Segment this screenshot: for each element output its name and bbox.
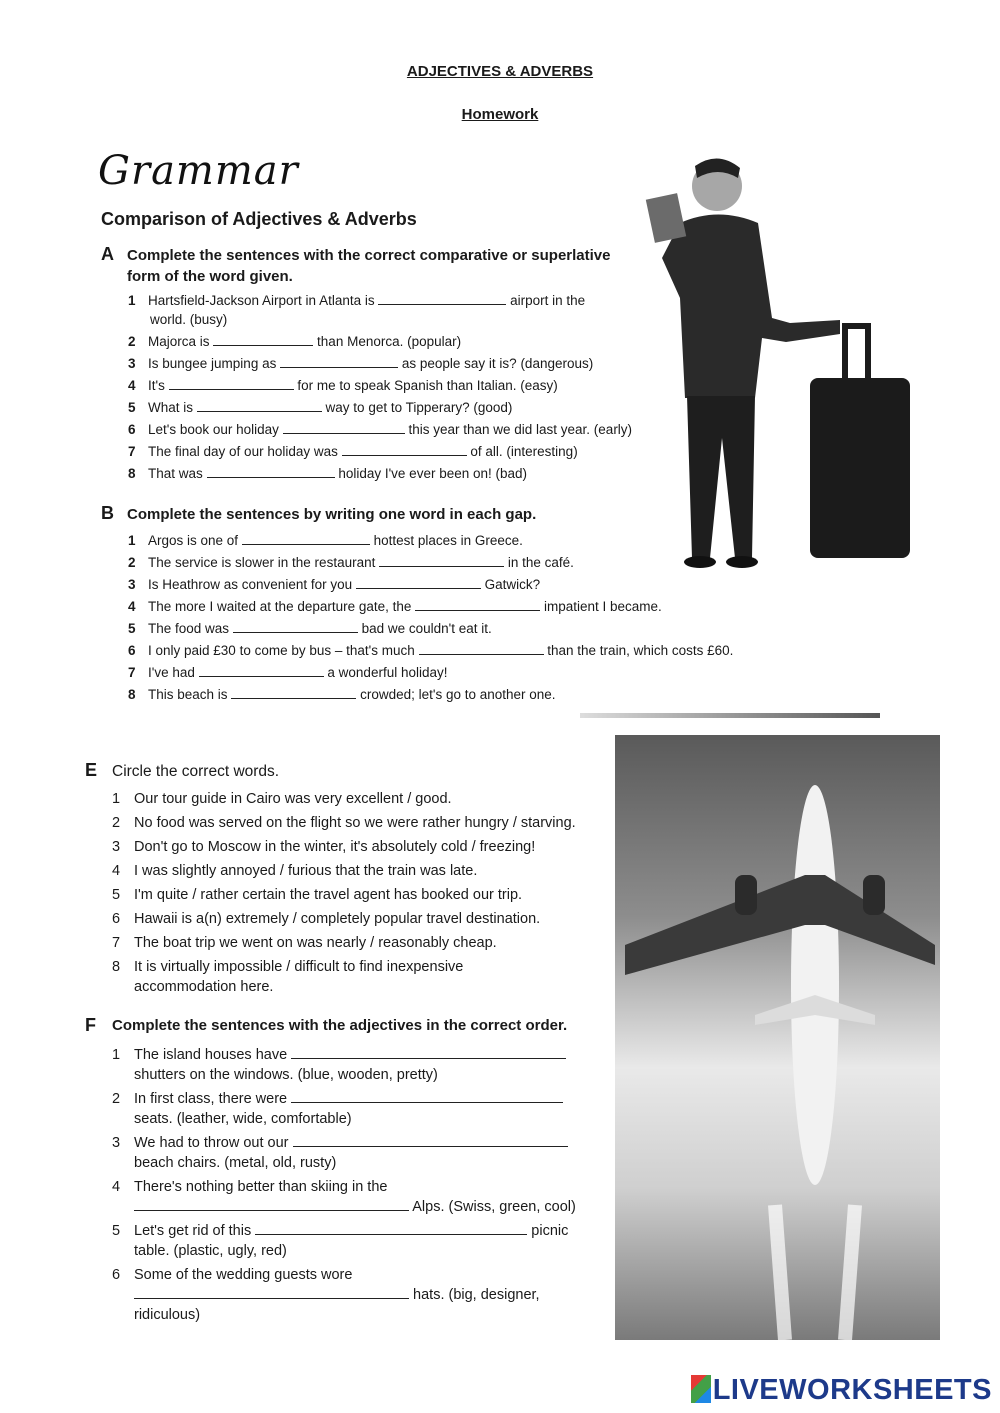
section-e-list <box>112 789 612 997</box>
answer-blank[interactable] <box>207 465 335 478</box>
answer-blank[interactable] <box>291 1090 563 1103</box>
list-item: 2 Majorca is than Menorca. (popular) <box>128 334 462 349</box>
answer-blank[interactable] <box>255 1222 527 1235</box>
answer-blank[interactable] <box>197 399 322 412</box>
list-item: 3 Don't go to Moscow in the winter, it's absolutely cold / freezing! <box>112 839 536 855</box>
page-edge-divider <box>580 713 880 718</box>
section-b-instruction: Complete the sentences by writing one word in each gap. <box>127 506 537 523</box>
list-item: 1 Argos is one of hottest places in Greece. <box>128 533 523 548</box>
list-item-continuation: beach chairs. (metal, old, rusty) <box>134 1155 337 1171</box>
section-a-instruction-line2: form of the word given. <box>127 268 293 285</box>
logo-badge-icon <box>691 1375 711 1403</box>
list-item: 8 It is virtually impossible / difficult to find inexpensive <box>112 959 464 975</box>
answer-blank[interactable] <box>379 554 504 567</box>
list-item-continuation: hats. (big, designer, <box>112 1285 602 1305</box>
list-item: 4 It's for me to speak Spanish than Italian. (easy) <box>128 378 558 393</box>
list-item: 3 Is Heathrow as convenient for you Gatwick? <box>128 577 541 592</box>
section-f-letter: F <box>85 1015 96 1035</box>
answer-blank[interactable] <box>419 642 544 655</box>
list-item: 4 There's nothing better than skiing in the <box>112 1179 388 1195</box>
list-item-continuation: Alps. (Swiss, green, cool) <box>112 1197 602 1217</box>
list-item: 5 I'm quite / rather certain the travel agent has booked our trip. <box>112 887 523 903</box>
answer-blank[interactable] <box>242 532 370 545</box>
list-item: 6 I only paid £30 to come by bus – that's much than the train, which costs £60. <box>128 643 734 658</box>
section-a-list <box>128 291 688 483</box>
answer-blank[interactable] <box>169 377 294 390</box>
answer-blank[interactable] <box>199 664 324 677</box>
list-item: 1 Our tour guide in Cairo was very excellent / good. <box>112 791 452 807</box>
list-item-continuation: accommodation here. <box>134 979 274 995</box>
page-title: ADJECTIVES & ADVERBS <box>406 63 594 80</box>
list-item: 7 The boat trip we went on was nearly / reasonably cheap. <box>112 935 497 951</box>
answer-blank[interactable] <box>293 1134 568 1147</box>
answer-blank[interactable] <box>134 1198 409 1211</box>
list-item-continuation: ridiculous) <box>134 1307 201 1323</box>
list-item: 6 Hawaii is a(n) extremely / completely popular travel destination. <box>112 911 541 927</box>
section-e-instruction: Circle the correct words. <box>112 763 280 780</box>
list-item-continuation: world. (busy) <box>150 312 228 327</box>
liveworksheets-logo[interactable]: LIVEWORKSHEETS <box>691 1374 992 1407</box>
list-item: 1 Hartsfield-Jackson Airport in Atlanta is airport in the <box>128 293 586 308</box>
answer-blank[interactable] <box>342 443 467 456</box>
list-item: 4 The more I waited at the departure gate, the impatient I became. <box>128 599 662 614</box>
answer-blank[interactable] <box>291 1046 566 1059</box>
airplane-photo <box>615 735 940 1340</box>
answer-blank[interactable] <box>233 620 358 633</box>
list-item-continuation: table. (plastic, ugly, red) <box>134 1243 287 1259</box>
answer-blank[interactable] <box>213 333 313 346</box>
section-b-letter: B <box>101 503 114 523</box>
list-item: 2 The service is slower in the restaurant in the café. <box>128 555 574 570</box>
section-e-letter: E <box>85 760 98 780</box>
answer-blank[interactable] <box>356 576 481 589</box>
list-item: 5 The food was bad we couldn't eat it. <box>128 621 492 636</box>
answer-blank[interactable] <box>231 686 356 699</box>
list-item: 3 Is bungee jumping as as people say it is? (dangerous) <box>128 356 594 371</box>
answer-blank[interactable] <box>134 1286 409 1299</box>
list-item: 5 What is way to get to Tipperary? (good) <box>128 400 513 415</box>
list-item-continuation: shutters on the windows. (blue, wooden, pretty) <box>134 1067 438 1083</box>
answer-blank[interactable] <box>415 598 540 611</box>
page-subtitle: Homework <box>461 106 539 123</box>
section-subheading: Comparison of Adjectives & Adverbs <box>101 209 417 229</box>
answer-blank[interactable] <box>283 421 405 434</box>
list-item: 2 In first class, there were <box>112 1089 602 1109</box>
list-item-continuation: seats. (leather, wide, comfortable) <box>134 1111 352 1127</box>
section-a-letter: A <box>101 244 114 264</box>
list-item: 4 I was slightly annoyed / furious that the train was late. <box>112 863 478 879</box>
section-f-instruction: Complete the sentences with the adjectives in the correct order. <box>112 1017 568 1034</box>
list-item: 8 This beach is crowded; let's go to another one. <box>128 687 556 702</box>
list-item: 3 We had to throw out our <box>112 1133 602 1153</box>
list-item: 5 Let's get rid of this picnic <box>112 1223 569 1239</box>
section-a-instruction <box>127 245 611 287</box>
list-item: 6 Some of the wedding guests wore <box>112 1267 353 1283</box>
list-item: 6 Let's book our holiday this year than we did last year. (early) <box>128 422 633 437</box>
section-b-list <box>128 531 788 704</box>
section-f-list <box>112 1045 602 1325</box>
list-item: 8 That was holiday I've ever been on! (bad) <box>128 466 528 481</box>
list-item: 7 The final day of our holiday was of all. (interesting) <box>128 444 578 459</box>
list-item: 1 The island houses have <box>112 1045 602 1065</box>
section-a-instruction-line1: Complete the sentences with the correct comparative or superlative <box>127 247 611 264</box>
list-item: 2 No food was served on the flight so we were rather hungry / starving. <box>112 815 576 831</box>
airplane-icon <box>615 735 940 1340</box>
list-item: 7 I've had a wonderful holiday! <box>128 665 448 680</box>
answer-blank[interactable] <box>378 292 506 305</box>
grammar-heading: Grammar <box>98 148 299 194</box>
answer-blank[interactable] <box>280 355 398 368</box>
